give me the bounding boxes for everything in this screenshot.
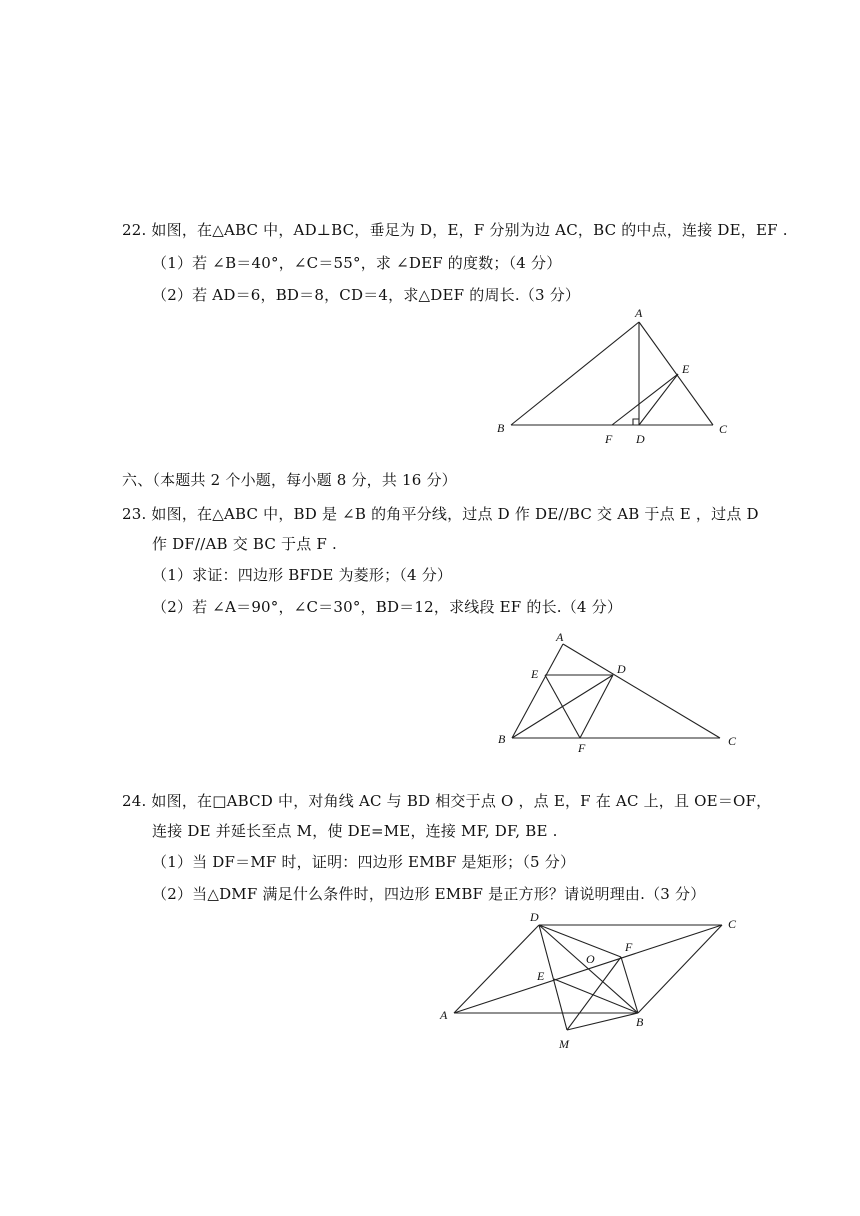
q22-side-ac bbox=[639, 322, 713, 425]
q24-label-c: C bbox=[728, 917, 737, 931]
q23-stem: 23. 如图，在△ABC 中，BD 是 ∠B 的角平分线，过点 D 作 DE//BC 交 AB 于点 E ，过点 D bbox=[122, 505, 759, 523]
q22-label-c: C bbox=[719, 422, 728, 436]
q24-part1: （1）当 DF＝MF 时，证明：四边形 EMBF 是矩形；（5 分） bbox=[152, 853, 576, 871]
q23-label-c: C bbox=[728, 734, 737, 748]
q22-figure bbox=[490, 305, 740, 450]
section6-title: 六、（本题共 2 个小题，每小题 8 分，共 16 分） bbox=[122, 471, 457, 489]
q24-label-m: M bbox=[559, 1037, 569, 1051]
q23-figure bbox=[492, 628, 748, 758]
q24-side-bc bbox=[638, 925, 722, 1013]
q22-part2: （2）若 AD＝6，BD＝8，CD＝4，求△DEF 的周长.（3 分） bbox=[152, 286, 581, 304]
q23-label-a: A bbox=[556, 630, 564, 644]
q24-segment-eb bbox=[554, 979, 638, 1013]
q22-label-a: A bbox=[635, 306, 643, 320]
q22-label-f: F bbox=[605, 432, 613, 446]
q23-part2: （2）若 ∠A＝90°，∠C＝30°，BD＝12，求线段 EF 的长.（4 分） bbox=[152, 598, 623, 616]
q23-label-b: B bbox=[498, 732, 506, 746]
q24-segment-df bbox=[539, 925, 621, 957]
q22-side-ab bbox=[511, 322, 639, 425]
q23-segment-ef bbox=[545, 675, 580, 738]
q24-label-a: A bbox=[440, 1008, 448, 1022]
q24-label-e: E bbox=[537, 969, 545, 983]
q24-diagonal-bd bbox=[539, 925, 638, 1013]
q24-label-f: F bbox=[625, 940, 633, 954]
q23-part1: （1）求证：四边形 BFDE 为菱形；（4 分） bbox=[152, 566, 453, 584]
q23-label-d: D bbox=[617, 662, 626, 676]
q24-label-o: O bbox=[586, 952, 595, 966]
q22-label-b: B bbox=[497, 421, 505, 435]
q24-stem: 24. 如图，在□ABCD 中，对角线 AC 与 BD 相交于点 O ，点 E，F 在 AC 上，且 OE＝OF， bbox=[122, 792, 772, 810]
q24-stem-cont: 连接 DE 并延长至点 M，使 DE=ME，连接 MF, DF, BE . bbox=[152, 822, 558, 840]
q23-label-e: E bbox=[531, 667, 539, 681]
q22-right-angle-mark bbox=[633, 419, 639, 425]
q24-side-ad bbox=[454, 925, 539, 1013]
q22-label-d: D bbox=[636, 432, 645, 446]
q23-segment-df bbox=[580, 675, 613, 738]
q23-label-f: F bbox=[578, 741, 586, 755]
q24-segment-fb bbox=[621, 957, 638, 1013]
q22-label-e: E bbox=[682, 362, 690, 376]
q24-label-d: D bbox=[530, 910, 539, 924]
q24-part2: （2）当△DMF 满足什么条件时，四边形 EMBF 是正方形？请说明理由.（3 分） bbox=[152, 885, 706, 903]
q24-figure bbox=[434, 905, 744, 1055]
q22-part1: （1）若 ∠B＝40°，∠C＝55°，求 ∠DEF 的度数；（4 分） bbox=[152, 254, 562, 272]
q23-side-ab bbox=[512, 644, 563, 738]
q22-stem: 22. 如图，在△ABC 中，AD⊥BC，垂足为 D，E，F 分别为边 AC，BC 的中点，连接 DE，EF . bbox=[122, 221, 788, 239]
q24-label-b: B bbox=[636, 1015, 644, 1029]
q23-stem-cont: 作 DF//AB 交 BC 于点 F . bbox=[152, 535, 337, 553]
